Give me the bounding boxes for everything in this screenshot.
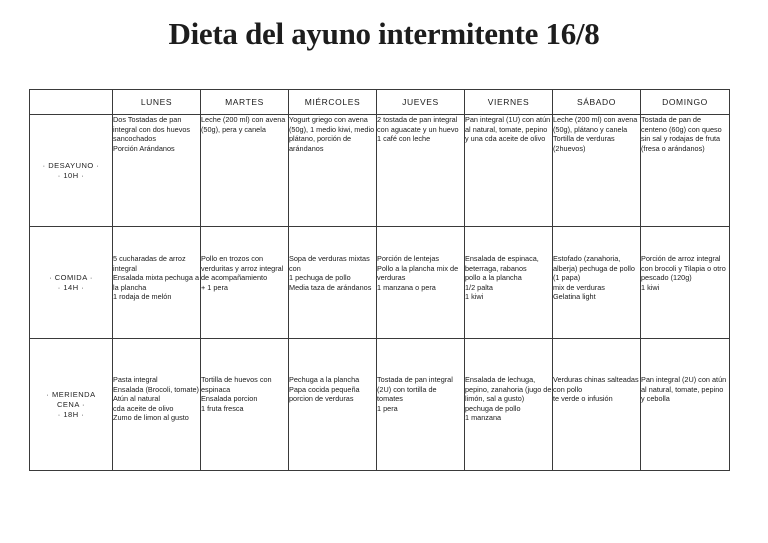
meal-cell: Pollo en trozos con verduritas y arroz integral de acompañamiento + 1 pera bbox=[201, 227, 289, 339]
day-header-sabado: SÁBADO bbox=[553, 90, 641, 115]
meal-cell: Pan integral (1U) con atún al natural, tomate, pepino y una cda aceite de olivo bbox=[465, 115, 553, 227]
meal-cell: Tostada de pan integral (2U) con tortilla de tomates 1 pera bbox=[377, 339, 465, 471]
table-row bbox=[30, 227, 730, 339]
table-row bbox=[30, 115, 730, 227]
page-title: Dieta del ayuno intermitente 16/8 bbox=[168, 16, 600, 51]
diet-plan-table bbox=[29, 89, 730, 471]
meal-label-comida: · COMIDA · · 14H · bbox=[30, 227, 113, 339]
day-header-viernes: VIERNES bbox=[465, 90, 553, 115]
meal-cell: Porción de arroz integral con brocoli y Tilapia o otro pescado (120g) 1 kiwi bbox=[641, 227, 730, 339]
meal-cell: Pechuga a la plancha Papa cocida pequeña porcion de verduras bbox=[289, 339, 377, 471]
day-header-martes: MARTES bbox=[201, 90, 289, 115]
day-header-domingo: DOMINGO bbox=[641, 90, 730, 115]
meal-cell: Pan integral (2U) con atún al natural, tomate, pepino y cebolla bbox=[641, 339, 730, 471]
meal-cell: Tortilla de huevos con espinaca Ensalada porcion 1 fruta fresca bbox=[201, 339, 289, 471]
meal-cell: Dos Tostadas de pan integral con dos huevos sancochados Porción Arándanos bbox=[113, 115, 201, 227]
meal-cell: Leche (200 ml) con avena (50g), pera y canela bbox=[201, 115, 289, 227]
corner-cell bbox=[30, 90, 113, 115]
meal-cell: Ensalada de espinaca, beterraga, rabanos pollo a la plancha 1/2 palta 1 kiwi bbox=[465, 227, 553, 339]
meal-cell: Verduras chinas salteadas con pollo te verde o infusión bbox=[553, 339, 641, 471]
meal-label-merienda-cena: · MERIENDA CENA · · 18H · bbox=[30, 339, 113, 471]
meal-label-desayuno: · DESAYUNO · · 10H · bbox=[30, 115, 113, 227]
meal-cell: 5 cucharadas de arroz integral Ensalada mixta pechuga a la plancha 1 rodaja de melón bbox=[113, 227, 201, 339]
meal-cell: Ensalada de lechuga, pepino, zanahoria (jugo de limón, sal a gusto) pechuga de pollo 1 manzana bbox=[465, 339, 553, 471]
meal-cell: Estofado (zanahoria, alberja) pechuga de pollo (1 papa) mix de verduras Gelatina light bbox=[553, 227, 641, 339]
meal-cell: Porción de lentejas Pollo a la plancha mix de verduras 1 manzana o pera bbox=[377, 227, 465, 339]
meal-cell: Pasta integral Ensalada (Brocoli, tomate) Atún al natural cda aceite de olivo Zumo de limon al gusto bbox=[113, 339, 201, 471]
meal-cell: 2 tostada de pan integral con aguacate y un huevo 1 café con leche bbox=[377, 115, 465, 227]
day-header-lunes: LUNES bbox=[113, 90, 201, 115]
meal-cell: Sopa de verduras mixtas con 1 pechuga de pollo Media taza de arándanos bbox=[289, 227, 377, 339]
header-row bbox=[30, 90, 730, 115]
table-row bbox=[30, 339, 730, 471]
day-header-miercoles: MIÉRCOLES bbox=[289, 90, 377, 115]
meal-cell: Tostada de pan de centeno (60g) con queso sin sal y rodajas de fruta (fresa o arándanos) bbox=[641, 115, 730, 227]
meal-cell: Yogurt griego con avena (50g), 1 medio kiwi, medio plátano, porción de arándanos bbox=[289, 115, 377, 227]
day-header-jueves: JUEVES bbox=[377, 90, 465, 115]
meal-cell: Leche (200 ml) con avena (50g), plátano y canela Tortilla de verduras (2huevos) bbox=[553, 115, 641, 227]
